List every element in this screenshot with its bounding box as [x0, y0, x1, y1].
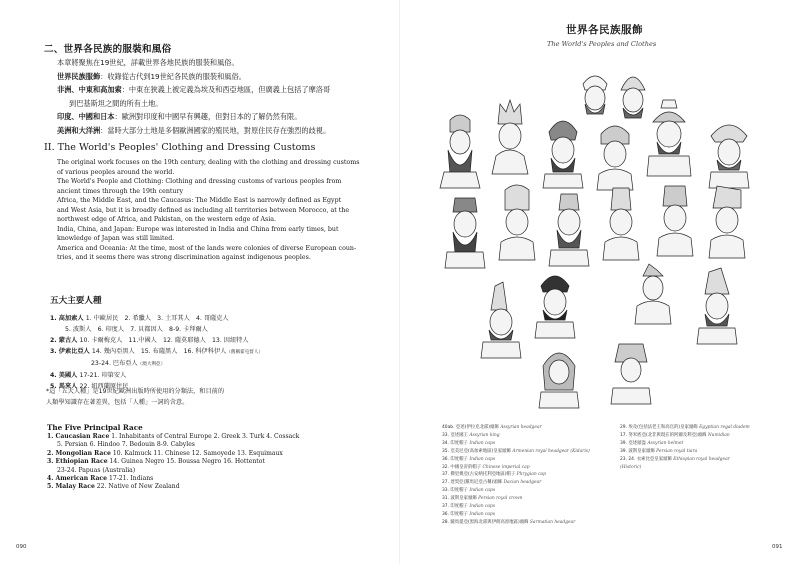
caption-cn: 17. 努米底亞(北非與現在的阿爾及利亞)頭飾 [620, 432, 708, 438]
head-illustration [535, 276, 575, 338]
race-name-en: 5. Malay Race [47, 483, 95, 491]
plate-caption [442, 471, 590, 479]
race-name-en: 3. Ethiopian Race [47, 458, 108, 466]
race-members-en: 1. Inhabitants of Central Europe 2. Greek 3. Turk 4. Cossack [109, 433, 300, 440]
head-illustration [611, 344, 651, 404]
race-note-cn: （舊稱霍屯督人） [226, 350, 264, 355]
cn-paragraph [57, 124, 387, 138]
races-list-cn [50, 313, 380, 392]
plate-title-cn: 世界各民族服飾 [566, 24, 643, 36]
en-line: Africa, the Middle East, and the Caucasus: The Middle East is narrowly defined as Egypt [57, 197, 342, 204]
races-list-en [47, 433, 387, 492]
race-members-cn: 14. 幾內亞黑人 15. 布薩黑人 16. 科伊科伊人 [91, 348, 227, 355]
en-line: America and Oceania: At the time, most of the lands were colonies of diverse European coun- [57, 244, 357, 252]
plate-caption [620, 456, 750, 464]
caption-en: Assyrian helmet [647, 440, 684, 446]
caption-en: (Historic) [620, 464, 642, 470]
en-line: tries, and it seems there was strong discrimination against indigenous peoples. [57, 254, 311, 261]
en-line: India, China, and Japan: Europe was interested in India and China from early times, but [57, 225, 339, 233]
section-heading-en: II. The World's Peoples' Clothing and Dressing Customs [44, 142, 316, 153]
plate-caption [442, 503, 590, 511]
race-members-en: 5. Persian 6. Hindoo 7. Bedouin 8-9. Cabyles [57, 441, 195, 449]
caption-cn: 33. 亞述國王 [442, 432, 470, 438]
race-line-en [47, 450, 387, 458]
race-members-cn: 23-24. 巴布亞人 [91, 360, 138, 367]
race-name-cn: 3. 伊索比亞人 [50, 348, 92, 355]
footnote-line: 人類學知識存在著差異，包括「人種」一詞的含意。 [46, 399, 189, 406]
en-line: ancient times through the 19th century [57, 187, 184, 195]
race-members-en: 23-24. Papuas (Australia) [57, 466, 136, 474]
race-line-cn [50, 346, 380, 358]
head-illustration [440, 115, 480, 188]
plate-caption [442, 487, 590, 495]
races-heading-en: The Five Principal Race [47, 423, 143, 432]
caption-cn: 39. 亞述頭盔 [620, 440, 648, 446]
caption-en: Chinese imperial cap [482, 464, 530, 470]
head-illustration [657, 186, 693, 256]
race-line-en [47, 433, 387, 441]
caption-cn: 32. 中國皇帝的帽子 [442, 464, 483, 470]
caption-en: Numidian [707, 432, 730, 438]
head-illustration [597, 126, 633, 190]
race-line-en [47, 458, 387, 466]
race-line-en [47, 475, 387, 483]
cn-text: 到巴基斯坦之間的所有土地。 [69, 98, 163, 108]
race-name-cn: 4. 美國人 [50, 372, 80, 379]
race-line-en [47, 467, 387, 475]
cn-text: ：收錄從古代到19世紀各民族的服裝和風俗。 [100, 71, 246, 81]
plate-caption [620, 464, 750, 472]
head-illustration [647, 100, 691, 176]
race-name-en: 1. Caucasian Race [47, 433, 110, 440]
plate-caption [442, 495, 590, 503]
caption-cn: 37. 佛里幾亞(古安納托利亞地區)帽子 [442, 472, 517, 478]
race-members-en: 17-21. Indians [107, 475, 154, 483]
race-name-en: 4. American Race [47, 475, 108, 483]
caption-cn: 39. 波斯皇家頭飾 [620, 448, 657, 454]
race-members-cn: 5. 波斯人 6. 印度人 7. 貝都因人 8-9. 卡拜爾人 [65, 326, 208, 333]
caption-en: Assyrian headgear [500, 425, 542, 430]
caption-en: Indian caps [469, 488, 496, 494]
cn-paragraph [57, 97, 387, 111]
races-heading-cn: 五大主要人種 [50, 296, 102, 306]
race-line-en [47, 483, 387, 491]
en-intro-paragraphs [57, 158, 360, 263]
caption-cn: 33. 印度帽子 [442, 488, 470, 494]
caption-en: Indian caps [469, 440, 496, 446]
caption-en: Indian caps [469, 456, 496, 462]
caption-cn: 36. 印度帽子 [442, 511, 470, 517]
cn-term: 非洲、中東和高加索 [57, 85, 122, 95]
race-members-cn: 22. 紐西蘭原住民 [79, 383, 129, 390]
cn-intro-paragraphs [57, 56, 387, 138]
race-members-en: 14. Guinea Negro 15. Boussa Negro 16. Hottentot [107, 458, 265, 466]
caption-cn: 28. 薩馬提亞(黑海北部與伊朗高原地區)頭飾 [442, 519, 530, 525]
cn-text: ：當時大部分土地是多個歐洲國家的殖民地，對原住民存在強烈的歧視。 [100, 125, 331, 135]
cn-paragraph [57, 110, 387, 124]
cn-text: ：中東在狹義上被定義為埃及和西亞地區，但廣義上包括了摩洛哥 [121, 85, 331, 95]
plate-caption [620, 440, 750, 448]
cn-paragraph [57, 70, 387, 84]
cn-text: ：歐洲對印度和中國早有興趣，但對日本的了解仍然有限。 [114, 112, 302, 122]
plate-title-en: The World's Peoples and Clothes [547, 40, 657, 48]
race-members-cn: 10. 卡爾梅克人 11.中國人 12. 薩莫耶德人 13. 因紐特人 [79, 337, 249, 344]
plate-caption [442, 424, 590, 432]
race-members-cn: 17-21. 印第安人 [79, 372, 127, 379]
caption-cn: 29. 埃及(包括法老王和高官的)皇家頭飾 [620, 425, 700, 430]
race-name-cn: 1. 高加索人 [50, 315, 86, 322]
en-line: of various peoples around the world. [57, 168, 175, 176]
page-number-right: 091 [772, 544, 783, 550]
races-footnote [46, 386, 224, 408]
caption-en: Persian royal tiara [656, 448, 698, 454]
caption-cn: 34. 印度帽子 [442, 440, 470, 446]
caption-en: Assyrian king [469, 432, 500, 438]
plate-caption [442, 440, 590, 448]
plate-caption [442, 456, 590, 464]
en-line: The original work focuses on the 19th century, dealing with the clothing and dressing customs [57, 159, 360, 166]
head-illustration [697, 268, 737, 344]
caption-cn: 27. 達契亞(羅馬尼亞古稱)頭飾 [442, 480, 504, 486]
plate-caption [442, 479, 590, 487]
plate-caption [620, 448, 750, 456]
plate-caption [442, 519, 590, 527]
cn-term: 印度、中國和日本 [57, 112, 115, 122]
section-heading-cn: 二、世界各民族的服裝和風俗 [44, 44, 172, 55]
race-line-cn [50, 313, 380, 324]
caption-cn: 40ab. 亞述(伊拉克北部)頭飾 [442, 425, 501, 430]
en-line: and West Asia, but it is broadly defined as including all territories between Morocco, at the [57, 206, 350, 214]
caption-en: Phrygian cap [516, 472, 546, 478]
page-number-left: 090 [16, 544, 27, 550]
en-line: northwest edge of Africa, and Pakistan, on the western edge of Asia. [57, 216, 277, 223]
cn-term: 美洲和大洋洲 [57, 125, 101, 135]
head-illustration [539, 353, 579, 408]
head-illustration [499, 185, 535, 260]
head-illustration [543, 121, 583, 188]
headgear-illustration-plate [435, 62, 765, 412]
caption-cn: 23. 24. 衣索比亞皇家頭飾 [620, 456, 674, 462]
race-name-cn: 2. 蒙古人 [50, 337, 80, 344]
cn-term: 世界民族服飾 [57, 71, 101, 81]
head-illustration [445, 198, 485, 268]
caption-en: Persian royal crown [478, 496, 523, 502]
head-illustration [549, 194, 589, 266]
caption-cn: 37. 印度帽子 [442, 504, 470, 510]
race-line-cn [50, 358, 380, 370]
caption-cn: 36. 印度帽子 [442, 456, 470, 462]
race-line-cn [50, 324, 380, 335]
caption-en: Indian caps [469, 511, 496, 517]
plate-captions-right [620, 424, 750, 471]
head-illustration [481, 282, 521, 358]
head-illustration [583, 76, 607, 114]
en-line: knowledge of Japan was still limited. [57, 235, 175, 242]
head-illustration [492, 100, 528, 174]
race-members-en: 22. Native of New Zealand [94, 483, 180, 491]
cn-paragraph [57, 56, 387, 70]
race-line-en [47, 441, 387, 449]
head-illustration [621, 77, 645, 118]
caption-en: Egyptian regal diadem [699, 425, 750, 430]
plate-caption [442, 432, 590, 440]
race-note-cn: （澳大利亞） [137, 362, 166, 367]
caption-cn: 35. 亞美尼亞(高加索地區)皇家頭飾 [442, 448, 513, 454]
caption-en: Dacian headgear [503, 480, 542, 486]
left-page [0, 0, 399, 564]
plate-captions-left [442, 424, 590, 527]
head-illustration [709, 186, 745, 258]
race-line-cn [50, 335, 380, 346]
head-illustration [603, 188, 639, 260]
head-illustration [709, 125, 749, 188]
plate-caption [620, 424, 750, 432]
caption-en: Indian caps [469, 504, 496, 510]
plate-caption [620, 432, 750, 440]
caption-en: Ethiopian royal headgear [673, 456, 730, 462]
caption-cn: 31. 波斯皇家頭飾 [442, 496, 479, 502]
cn-paragraph [57, 83, 387, 97]
plate-caption [442, 448, 590, 456]
footnote-line: *這「五大人種」是19世紀歐洲出版時所使用的分類法，和目前的 [46, 388, 225, 395]
cn-text: 本章將聚焦在19世紀，詳載世界各地民族的服裝和風俗。 [57, 58, 239, 67]
head-illustration [635, 264, 671, 324]
race-name-cn: 5. 馬來人 [50, 383, 80, 390]
race-members-cn: 1. 中歐居民 2. 希臘人 3. 土耳其人 4. 哥薩克人 [85, 315, 229, 322]
book-spine [399, 0, 400, 564]
plate-caption [442, 464, 590, 472]
plate-caption [442, 511, 590, 519]
caption-en: Armenian royal headgear (Kidaris) [512, 448, 590, 454]
caption-en: Sarmatian headgear [529, 519, 576, 525]
en-line: The World's People and Clothing: Clothing and dressing customs of various peoples from [57, 178, 342, 185]
race-line-cn [50, 370, 380, 381]
race-members-en: 10. Kalmuck 11. Chinese 12. Samoyede 13. Esquimaux [110, 449, 283, 457]
race-name-en: 2. Mongolian Race [47, 449, 111, 457]
